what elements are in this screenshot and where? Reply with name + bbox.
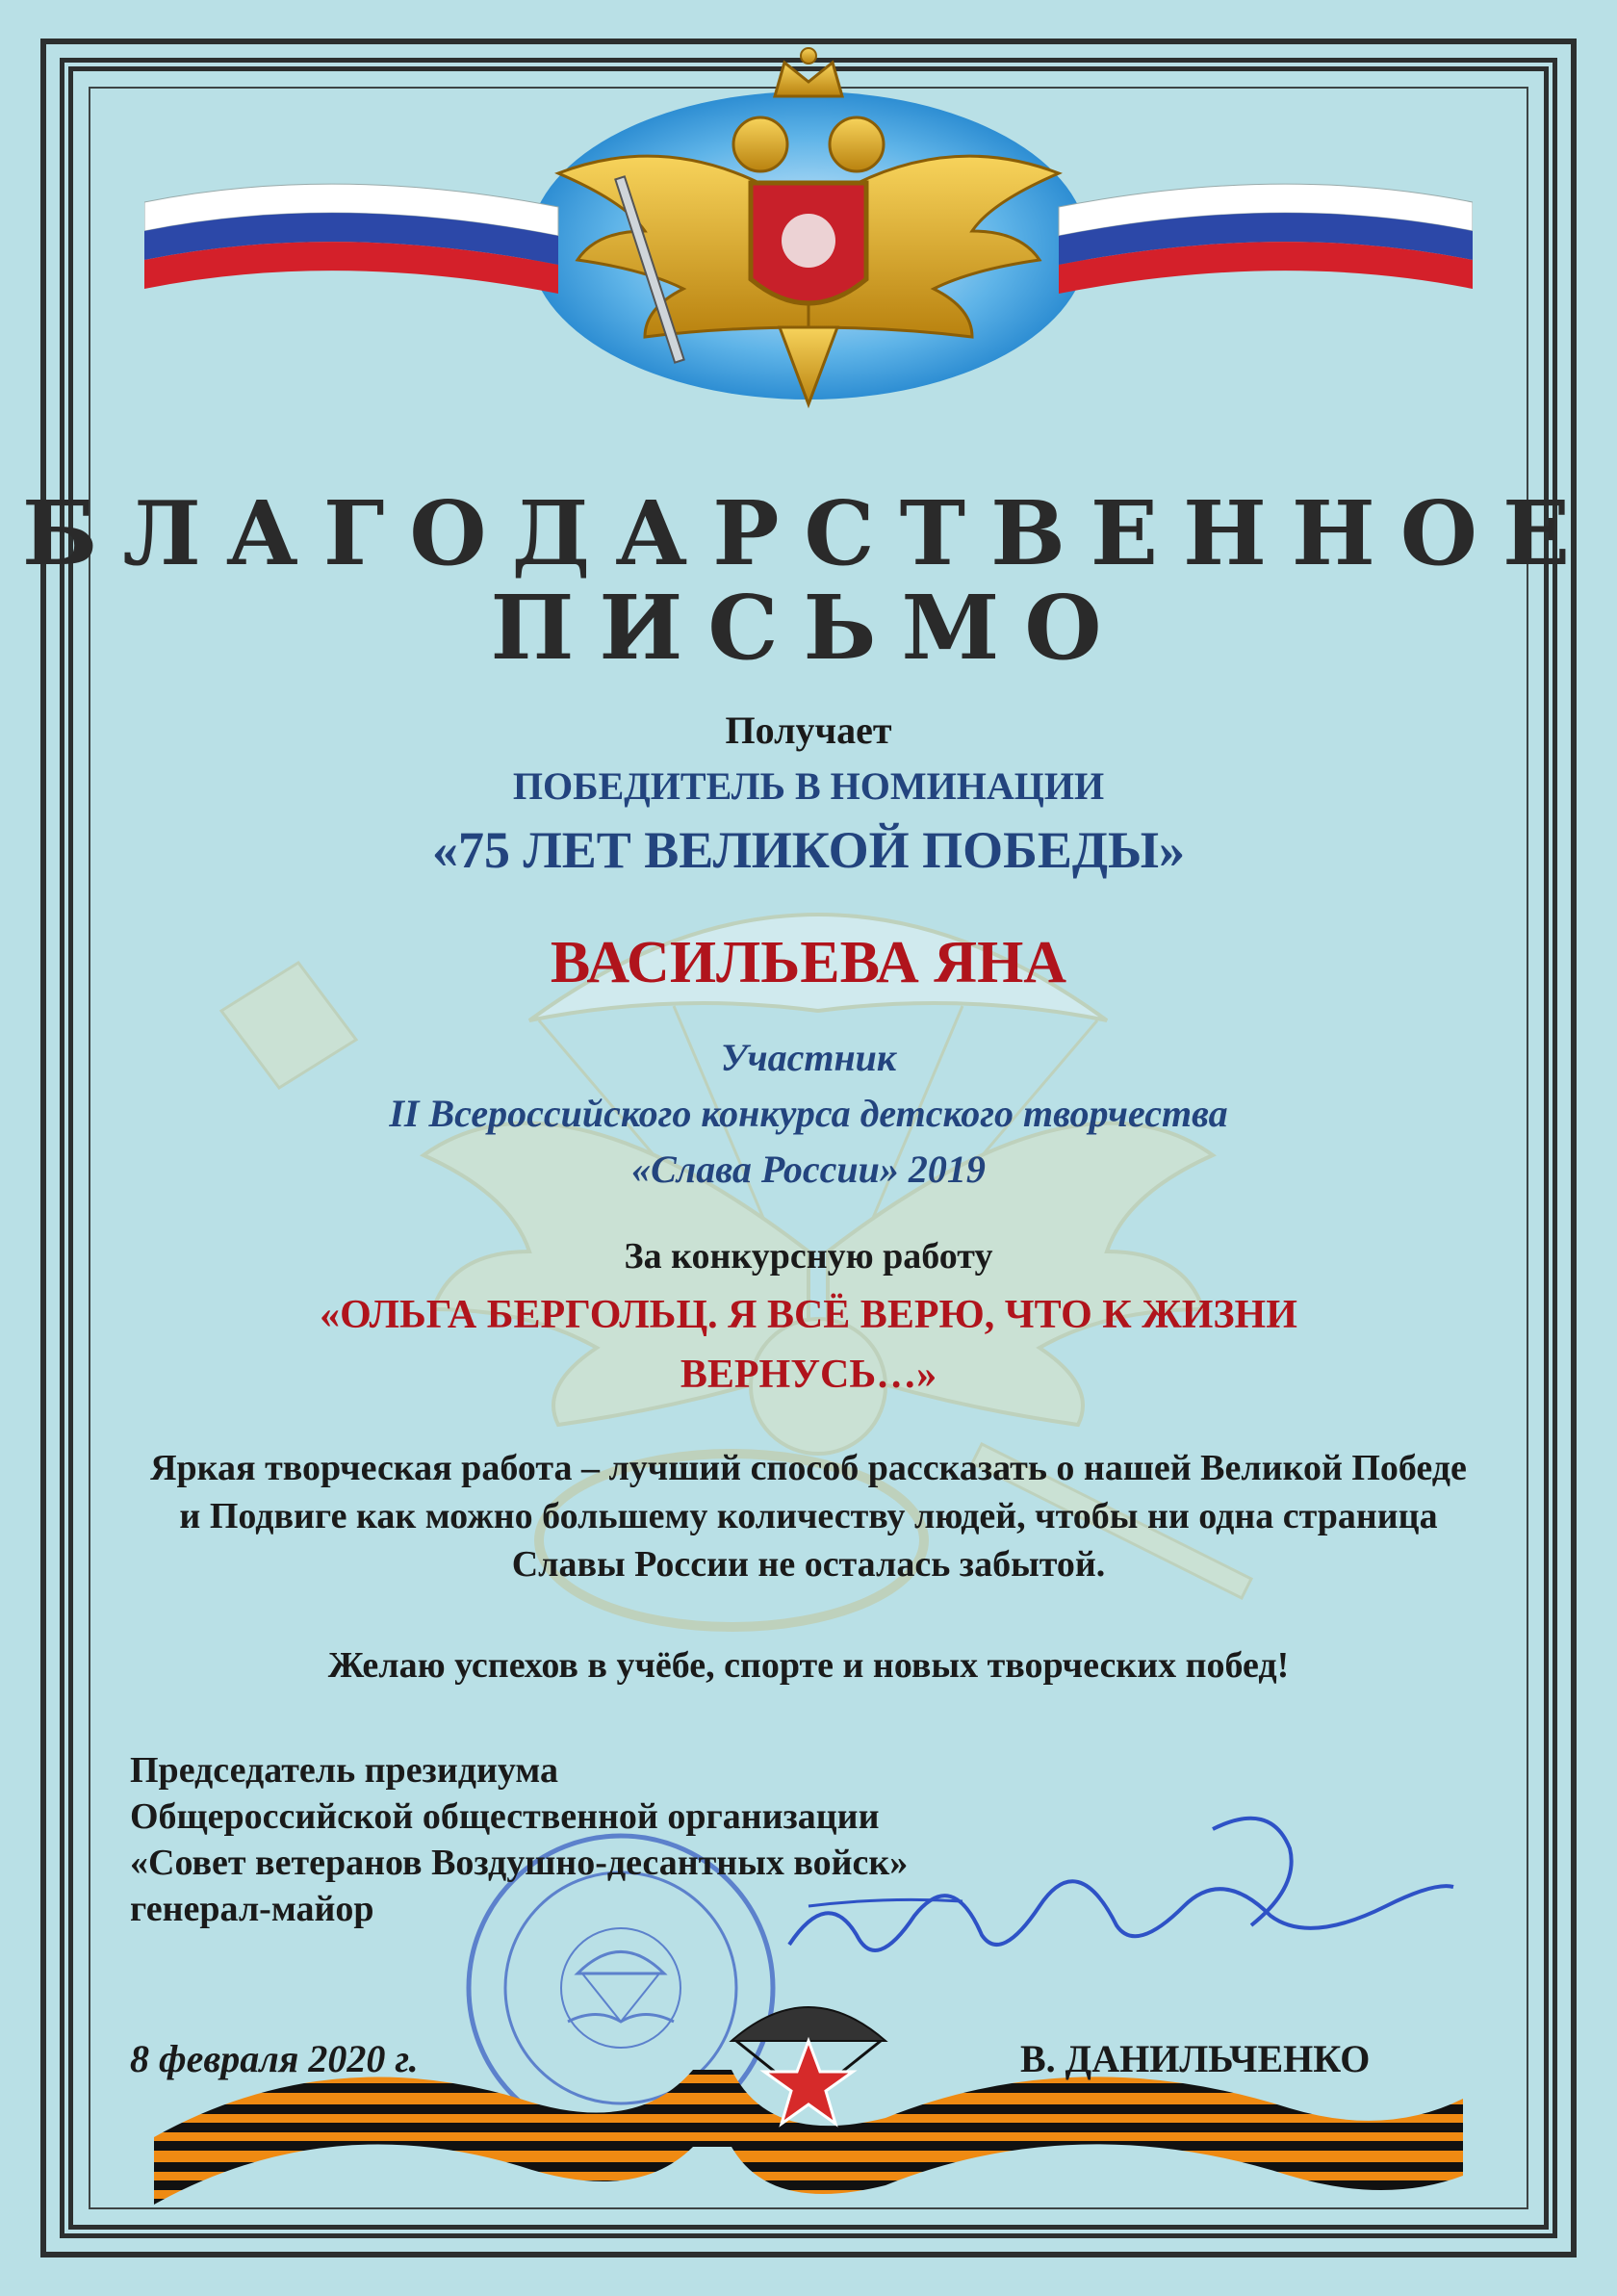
participant-label: Участник	[720, 1036, 897, 1079]
signer-organization-name: «Совет ветеранов Воздушно-десантных войск»	[130, 1843, 909, 1883]
signer-position: Председатель президиума	[130, 1750, 558, 1791]
emblem-icon	[144, 39, 1473, 433]
signer-name: В. ДАНИЛЬЧЕНКО	[1020, 2037, 1371, 2080]
flag-ribbon-right-icon	[1059, 184, 1473, 294]
message-paragraph: Яркая творческая работа – лучший способ рассказать о нашей Великой Победе и Подвиге как можно большему количеству людей, чтобы ни одна страница Славы России не осталась забытой.	[150, 1448, 1467, 1585]
wish-line: Желаю успехов в учёбе, спорте и новых творческих побед!	[327, 1645, 1290, 1686]
document-date: 8 февраля 2020 г.	[130, 2037, 419, 2080]
document-title-line-2: ПИСЬМО	[490, 576, 1127, 680]
signer-rank: генерал-майор	[130, 1889, 374, 1929]
signer-organization: Общероссийской общественной организации	[130, 1796, 880, 1837]
winner-name: ВАСИЛЬЕВА ЯНА	[550, 930, 1067, 995]
work-label: За конкурсную работу	[624, 1236, 993, 1277]
contest-name: «Слава России» 2019	[631, 1148, 986, 1191]
work-title: «ОЛЬГА БЕРГОЛЬЦ. Я ВСЁ ВЕРЮ, ЧТО К ЖИЗНИ ВЕРНУСЬ…»	[320, 1293, 1297, 1397]
contest-description: II Всероссийского конкурса детского творчества	[389, 1092, 1228, 1135]
signer-block	[130, 1747, 908, 1932]
document-title-line-1: БЛАГОДАРСТВЕННОЕ	[21, 481, 1596, 585]
ribbon-icon	[154, 1983, 1463, 2214]
nomination-name: «75 ЛЕТ ВЕЛИКОЙ ПОБЕДЫ»	[431, 821, 1186, 879]
receives-label: Получает	[725, 709, 892, 752]
flag-ribbon-left-icon	[144, 184, 558, 294]
nomination-label: ПОБЕДИТЕЛЬ В НОМИНАЦИИ	[512, 764, 1105, 808]
